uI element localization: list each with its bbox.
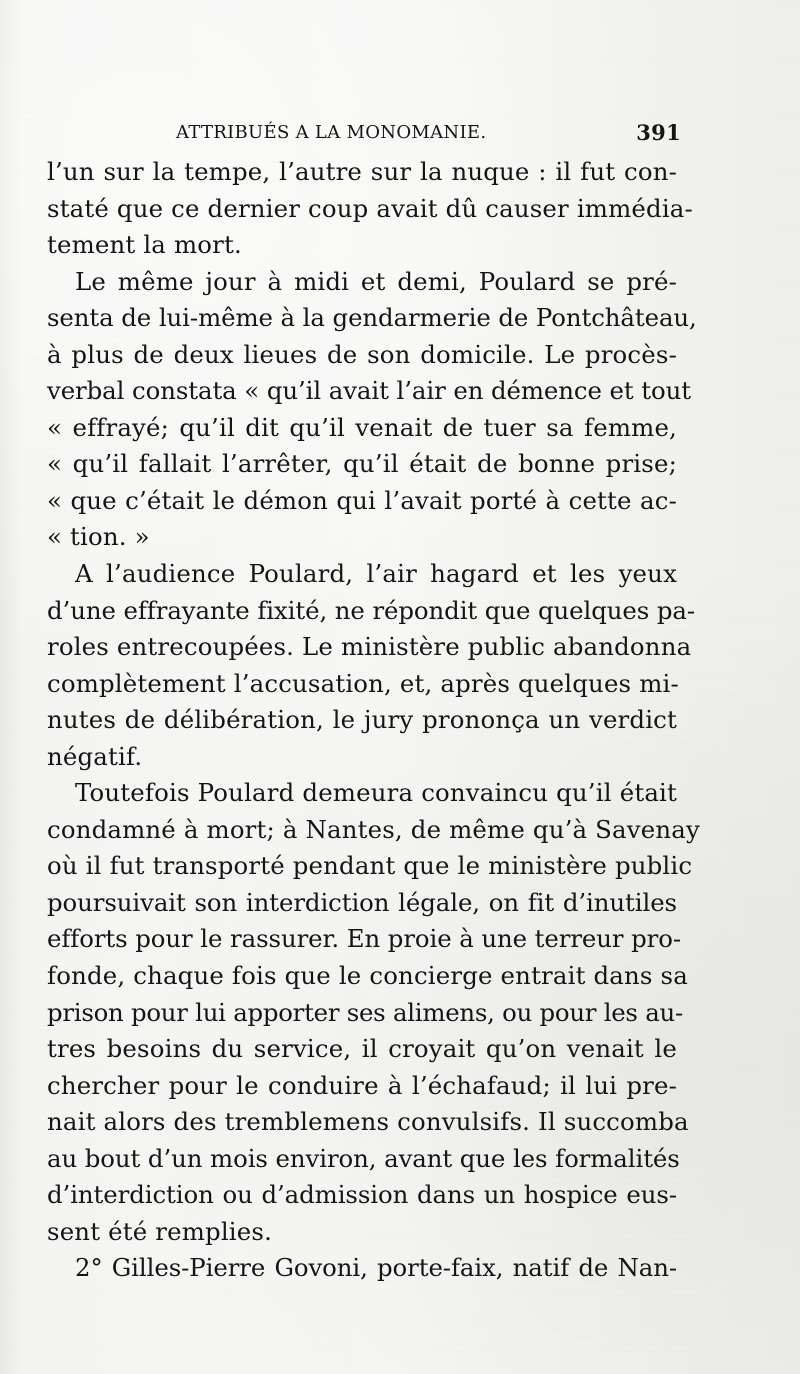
text-line: roles entrecoupées. Le ministère public abandonna [47, 632, 692, 662]
text-line: efforts pour le rassurer. En proie à une terreur pro- [47, 924, 682, 954]
page-header [176, 120, 681, 152]
text-line: l’un sur la tempe, l’autre sur la nuque : il fut con- [47, 157, 677, 186]
text-line: d’une effrayante fixité, ne répondit que quelques pa- [47, 595, 696, 625]
body-text [47, 154, 700, 1287]
text-line: sent été remplies. [47, 1216, 273, 1246]
text-line: complètement l’accusation, et, après quelques mi- [47, 668, 679, 698]
text-line: fonde, chaque fois que le concierge entrait dans sa [47, 961, 688, 991]
text-line: à plus de deux lieues de son domicile. Le procès- [47, 339, 677, 369]
text-line: condamné à mort; à Nantes, de même qu’à Savenay [47, 814, 700, 844]
text-line: senta de lui-même à la gendarmerie de Pontchâteau, [47, 303, 697, 333]
text-line: prison pour lui apporter ses alimens, ou pour les au- [47, 997, 683, 1027]
text-line: verbal constata « qu’il avait l’air en démence et tout [47, 376, 691, 406]
paragraph-start-line: Toutefois Poulard demeura convaincu qu’il était [75, 778, 677, 808]
text-line: staté que ce dernier coup avait dû causer immédia- [47, 193, 693, 223]
text-line: tres besoins du service, il croyait qu’on venait le [47, 1034, 677, 1064]
paragraph-start-line: A l’audience Poulard, l’air hagard et les yeux [75, 559, 677, 589]
text-line: chercher pour le conduire à l’échafaud; il lui pre- [47, 1070, 677, 1100]
running-title: ATTRIBUÉS A LA MONOMANIE. [176, 122, 487, 143]
text-line: nutes de délibération, le jury prononça un verdict [47, 705, 677, 735]
list-item-line: 2° Gilles-Pierre Govoni, porte-faix, natif de Nan- [75, 1253, 677, 1283]
quoted-text-line: « tion. » [47, 522, 150, 552]
quoted-text-line: « effrayé; qu’il dit qu’il venait de tuer sa femme, [47, 412, 677, 442]
text-line: poursuivait son interdiction légale, on fit d’inutiles [47, 887, 677, 917]
quoted-text-line: « qu’il fallait l’arrêter, qu’il était de bonne prise; [47, 449, 677, 479]
text-line: d’interdiction ou d’admission dans un hospice eus- [47, 1180, 677, 1210]
text-line: où il fut transporté pendant que le ministère public [47, 851, 693, 881]
text-line: nait alors des tremblemens convulsifs. Il succomba [47, 1107, 689, 1137]
page-number: 391 [636, 120, 681, 145]
quoted-text-line: « que c’était le démon qui l’avait porté à cette ac- [47, 485, 677, 515]
paragraph-start-line: Le même jour à midi et demi, Poulard se pré- [75, 266, 677, 296]
text-line: au bout d’un mois environ, avant que les formalités [47, 1143, 680, 1173]
text-line: tement la mort. [47, 230, 242, 260]
text-line: négatif. [47, 741, 143, 771]
